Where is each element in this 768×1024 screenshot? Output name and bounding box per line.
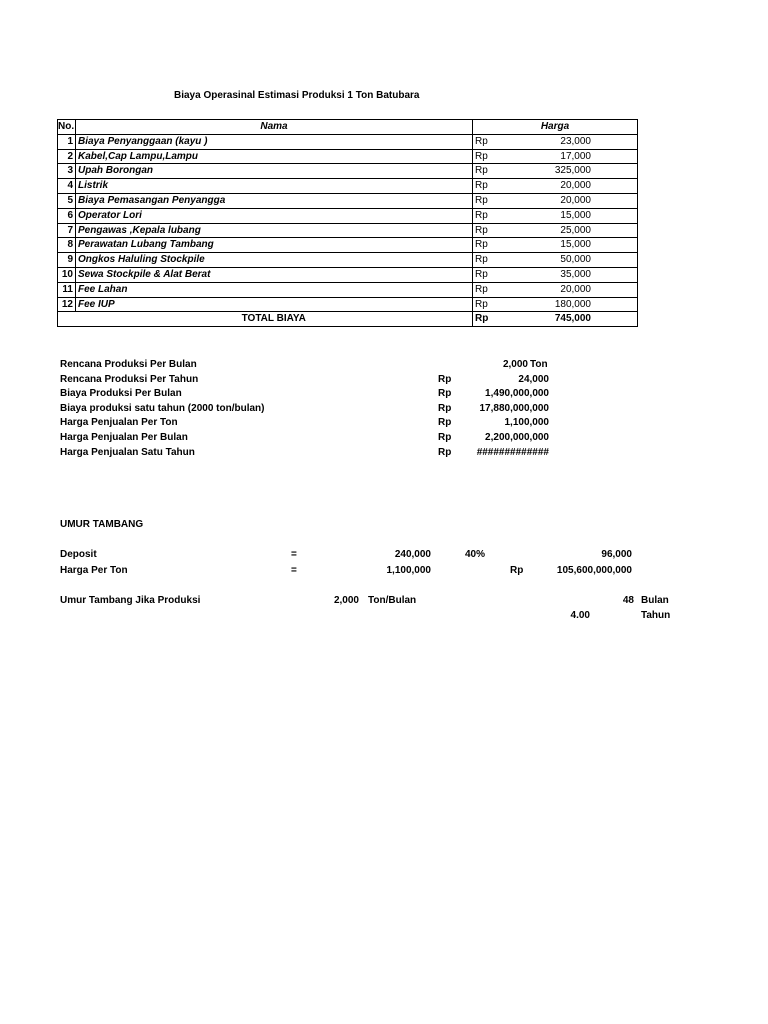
item-name: Fee IUP [76, 297, 473, 312]
price-value: 20,000 [503, 179, 638, 194]
row-number: 3 [58, 164, 76, 179]
price-value: 15,000 [503, 238, 638, 253]
summary-value: ############# [476, 447, 549, 458]
row-number: 2 [58, 149, 76, 164]
summary-currency: Rp [438, 374, 452, 385]
price-per-ton-currency: Rp [510, 565, 524, 576]
summary-currency: Rp [438, 403, 452, 414]
table-row [58, 282, 638, 297]
total-currency: Rp [473, 312, 503, 327]
production-value: 2,000 [333, 595, 359, 606]
table-row [58, 179, 638, 194]
months-unit: Bulan [641, 595, 669, 606]
summary-value: 1,490,000,000 [485, 388, 549, 399]
price-per-ton-label: Harga Per Ton [60, 565, 128, 576]
summary-row [0, 373, 768, 387]
currency-label: Rp [473, 253, 503, 268]
item-name: Biaya Pemasangan Penyangga [76, 193, 473, 208]
mine-life-heading: UMUR TAMBANG [60, 519, 144, 530]
currency-label: Rp [473, 297, 503, 312]
summary-row [0, 416, 768, 430]
summary-label: Rencana Produksi Per Bulan [60, 359, 197, 370]
summary-currency: Rp [438, 432, 452, 443]
item-name: Perawatan Lubang Tambang [76, 238, 473, 253]
table-row [58, 238, 638, 253]
item-name: Upah Borongan [76, 164, 473, 179]
currency-label: Rp [473, 238, 503, 253]
item-name: Sewa Stockpile & Alat Berat [76, 267, 473, 282]
summary-currency: Rp [438, 417, 452, 428]
price-value: 25,000 [503, 223, 638, 238]
currency-label: Rp [473, 149, 503, 164]
deposit-equals: = [291, 549, 297, 560]
deposit-label: Deposit [60, 549, 97, 560]
table-row [58, 164, 638, 179]
currency-label: Rp [473, 164, 503, 179]
table-row [58, 208, 638, 223]
row-number: 12 [58, 297, 76, 312]
item-name: Kabel,Cap Lampu,Lampu [76, 149, 473, 164]
item-name: Listrik [76, 179, 473, 194]
price-value: 50,000 [503, 253, 638, 268]
table-header-row [58, 120, 638, 135]
summary-label: Harga Penjualan Per Bulan [60, 432, 188, 443]
summary-currency: Rp [438, 447, 452, 458]
summary-currency: Rp [438, 388, 452, 399]
summary-label: Rencana Produksi Per Tahun [60, 374, 199, 385]
summary-label: Harga Penjualan Per Ton [60, 417, 178, 428]
row-number: 8 [58, 238, 76, 253]
summary-label: Biaya Produksi Per Bulan [60, 388, 182, 399]
summary-value: 17,880,000,000 [479, 403, 549, 414]
table-row [58, 149, 638, 164]
price-value: 180,000 [503, 297, 638, 312]
row-number: 10 [58, 267, 76, 282]
deposit-result: 96,000 [601, 549, 632, 560]
item-name: Pengawas ,Kepala lubang [76, 223, 473, 238]
summary-value: 1,100,000 [504, 417, 549, 428]
table-row [58, 134, 638, 149]
summary-row [0, 431, 768, 445]
price-value: 20,000 [503, 193, 638, 208]
header-price: Harga [473, 120, 638, 135]
table-row [58, 297, 638, 312]
row-number: 5 [58, 193, 76, 208]
price-per-ton-equals: = [291, 565, 297, 576]
row-number: 4 [58, 179, 76, 194]
currency-label: Rp [473, 134, 503, 149]
table-row [58, 253, 638, 268]
header-name: Nama [76, 120, 473, 135]
deposit-value: 240,000 [394, 549, 431, 560]
header-no: No. [58, 120, 76, 135]
table-row [58, 223, 638, 238]
table-row [58, 267, 638, 282]
summary-row [0, 387, 768, 401]
currency-label: Rp [473, 193, 503, 208]
summary-label: Biaya produksi satu tahun (2000 ton/bulan) [60, 403, 265, 414]
summary-unit: Ton [530, 359, 548, 370]
item-name: Fee Lahan [76, 282, 473, 297]
currency-label: Rp [473, 223, 503, 238]
item-name: Operator Lori [76, 208, 473, 223]
summary-value: 2,200,000,000 [485, 432, 549, 443]
total-label: TOTAL BIAYA [76, 312, 473, 327]
row-number: 7 [58, 223, 76, 238]
currency-label: Rp [473, 267, 503, 282]
currency-label: Rp [473, 179, 503, 194]
months-value: 48 [622, 595, 634, 606]
summary-row [0, 358, 768, 372]
row-number: 11 [58, 282, 76, 297]
years-unit: Tahun [641, 610, 671, 621]
price-per-ton-value: 1,100,000 [386, 565, 431, 576]
currency-label: Rp [473, 208, 503, 223]
total-value: 745,000 [503, 312, 638, 327]
summary-row [0, 402, 768, 416]
summary-value: 24,000 [518, 374, 549, 385]
summary-row [0, 446, 768, 460]
price-per-ton-result: 105,600,000,000 [556, 565, 632, 576]
table-row [58, 193, 638, 208]
row-number: 9 [58, 253, 76, 268]
row-number: 1 [58, 134, 76, 149]
cost-table [57, 119, 638, 327]
summary-label: Harga Penjualan Satu Tahun [60, 447, 195, 458]
item-name: Ongkos Haluling Stockpile [76, 253, 473, 268]
row-number: 6 [58, 208, 76, 223]
production-unit: Ton/Bulan [368, 595, 417, 606]
mine-life-label: Umur Tambang Jika Produksi [60, 595, 201, 606]
page-title: Biaya Operasinal Estimasi Produksi 1 Ton Batubara [174, 90, 420, 101]
summary-value: 2,000 [502, 359, 528, 370]
currency-label: Rp [473, 282, 503, 297]
years-value: 4.00 [570, 610, 590, 621]
price-value: 15,000 [503, 208, 638, 223]
total-spacer [58, 312, 76, 327]
deposit-percent: 40% [465, 549, 486, 560]
item-name: Biaya Penyanggaan (kayu ) [76, 134, 473, 149]
total-row [58, 312, 638, 327]
price-value: 23,000 [503, 134, 638, 149]
price-value: 35,000 [503, 267, 638, 282]
price-value: 325,000 [503, 164, 638, 179]
price-value: 17,000 [503, 149, 638, 164]
price-value: 20,000 [503, 282, 638, 297]
